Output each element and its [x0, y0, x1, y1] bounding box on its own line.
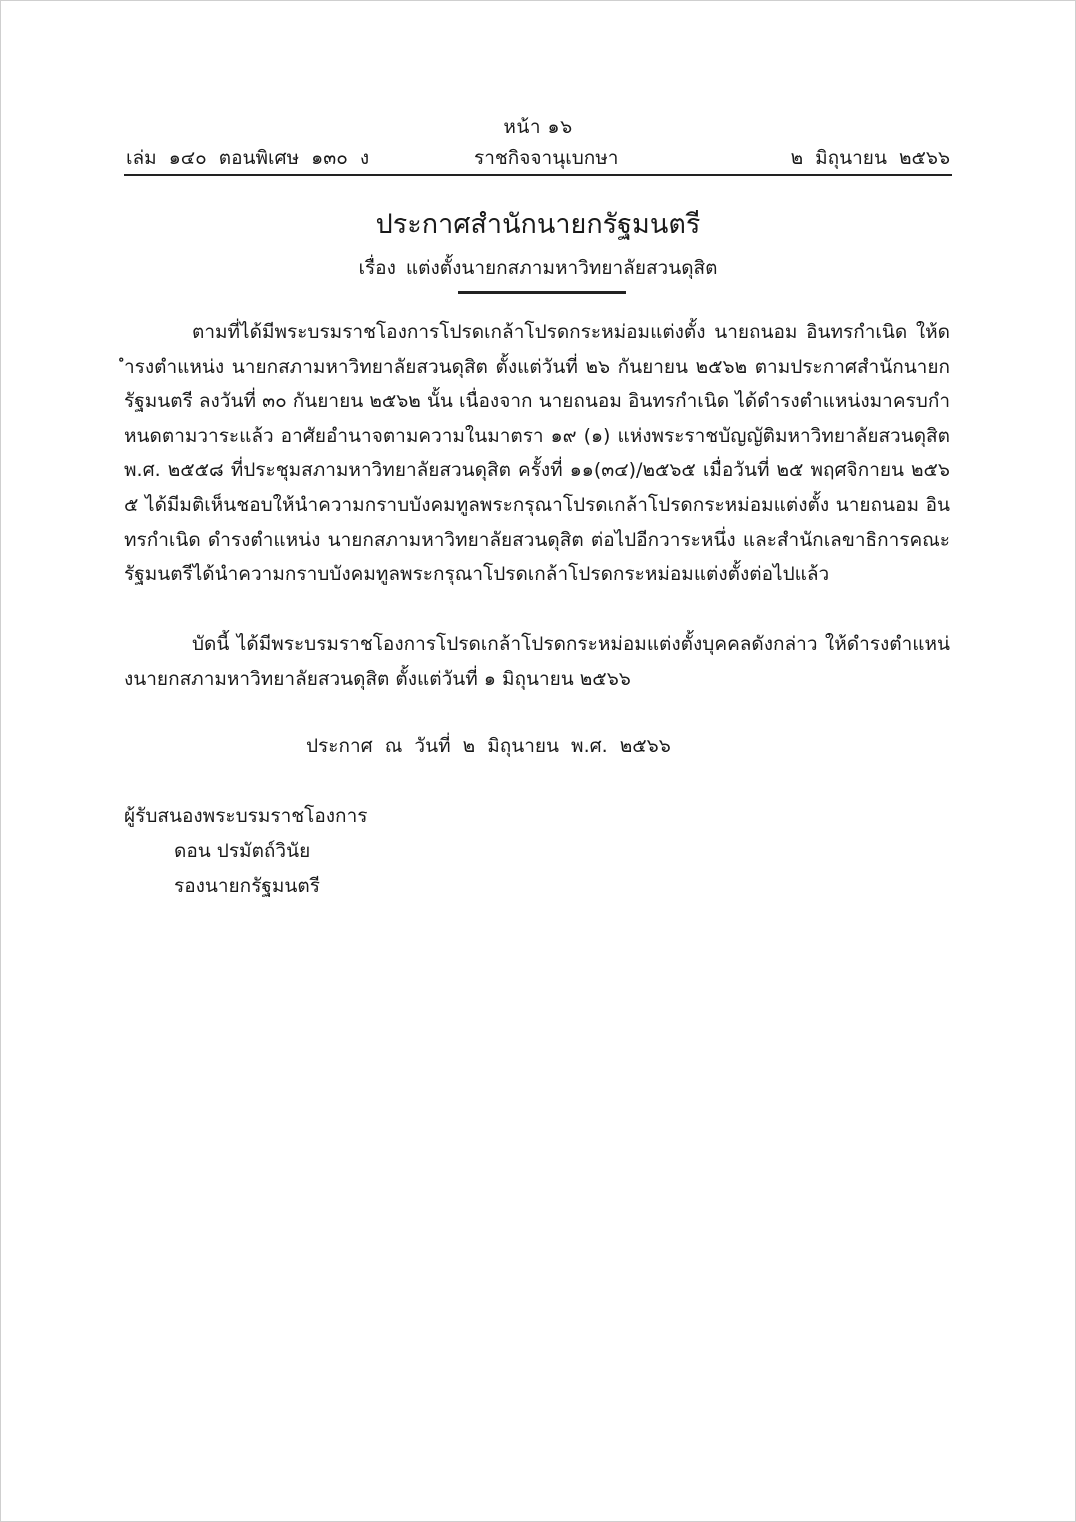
document-subject: เรื่อง แต่งตั้งนายกสภามหาวิทยาลัยสวนดุสิต	[358, 257, 718, 279]
gazette-date: ๒ มิถุนายน ๒๕๖๖	[790, 147, 950, 169]
header-divider	[124, 174, 952, 176]
document-title: ประกาศสำนักนายกรัฐมนตรี	[375, 209, 701, 240]
countersign-label: ผู้รับสนองพระบรมราชโองการ	[124, 805, 368, 827]
gazette-publication: ราชกิจจานุเบกษา	[474, 147, 619, 169]
gazette-header	[124, 143, 952, 173]
signatory-position: รองนายกรัฐมนตรี	[174, 875, 320, 897]
body-paragraph-2: บัดนี้ ได้มีพระบรมราชโองการโปรดเกล้าโปรดกระหม่อมแต่งตั้งบุคคลดังกล่าว ให้ดำรงตำแหน่งนายกสภามหาวิทยาลัยสวนดุสิต ตั้งแต่วันที่ ๑ มิถุนายน ๒๕๖๖	[124, 633, 950, 690]
announcement-date: ประกาศ ณ วันที่ ๒ มิถุนายน พ.ศ. ๒๕๖๖	[306, 735, 671, 757]
gazette-volume: เล่ม ๑๔๐ ตอนพิเศษ ๑๓๐ ง	[126, 147, 370, 169]
signatory-name: ดอน ปรมัตถ์วินัย	[174, 840, 311, 862]
signature-block	[124, 799, 367, 904]
title-divider	[458, 291, 626, 294]
body-paragraph-1: ตามที่ได้มีพระบรมราชโองการโปรดเกล้าโปรดกระหม่อมแต่งตั้ง นายถนอม อินทรกำเนิด ให้ดำรงตำแหน่ง นายกสภามหาวิทยาลัยสวนดุสิต ตั้งแต่วันที่ ๒๖ กันยายน ๒๕๖๒ ตามประกาศสำนักนายกรัฐมนตรี ลงวันที่ ๓๐ กันยายน ๒๕๖๒ นั้น เนื่องจาก นายถนอม อินทรกำเนิด ได้ดำรงตำแหน่งมาครบกำหนดตามวาระแล้ว อาศัยอำนาจตามความในมาตรา ๑๙ (๑) แห่งพระราชบัญญัติมหาวิทยาลัยสวนดุสิต พ.ศ. ๒๕๕๘ ที่ประชุมสภามหาวิทยาลัยสวนดุสิต ครั้งที่ ๑๑(๓๔)/๒๕๖๕ เมื่อวันที่ ๒๕ พฤศจิกายน ๒๕๖๕ ได้มีมติเห็นชอบให้นำความกราบบังคมทูลพระกรุณาโปรดเกล้าโปรดกระหม่อมแต่งตั้ง นายถนอม อินทรกำเนิด ดำรงตำแหน่ง นายกสภามหาวิทยาลัยสวนดุสิต ต่อไปอีกวาระหนึ่ง และสำนักเลขาธิการคณะรัฐมนตรีได้นำความกราบบังคมทูลพระกรุณาโปรดเกล้าโปรดกระหม่อมแต่งตั้งต่อไปแล้ว	[124, 321, 950, 586]
page-number: หน้า ๑๖	[503, 116, 573, 138]
